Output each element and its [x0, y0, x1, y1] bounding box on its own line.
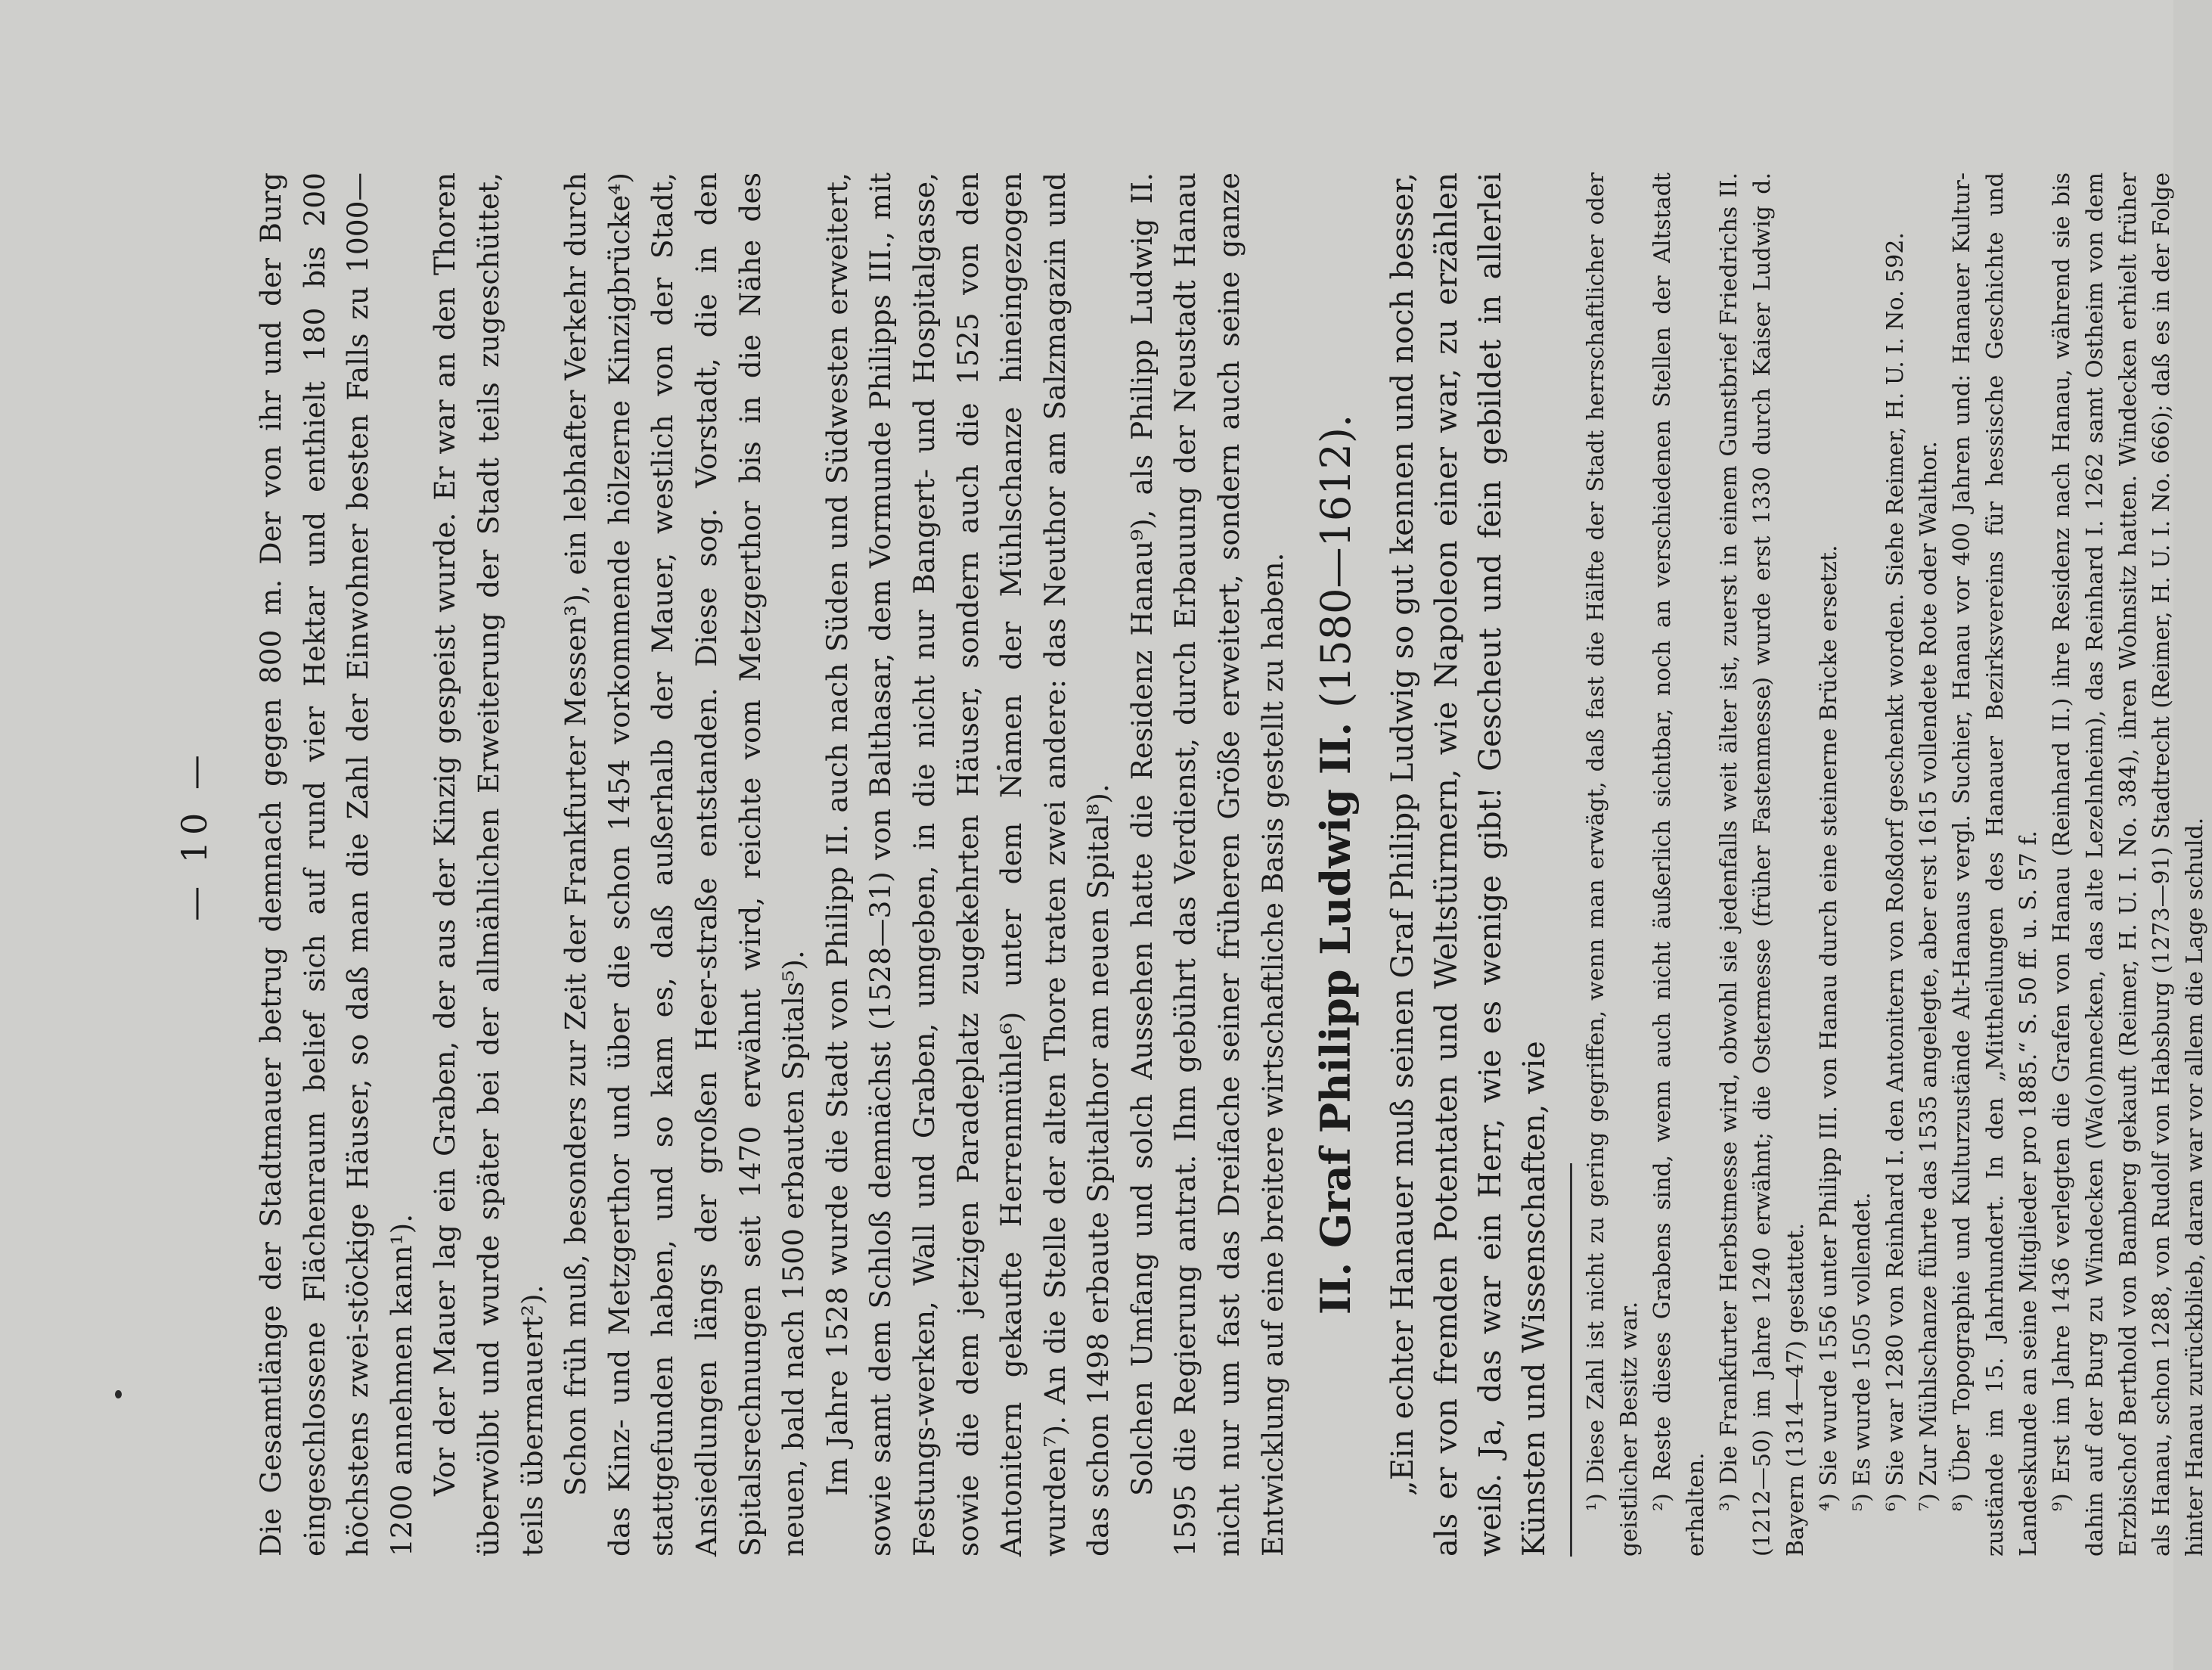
footnote: ⁸) Über Topographie und Kulturzustände Alt-Hanaus vergl. Suchier, Hanau vor 400 Jahren und: Hanauer Kultur-zustände im 15. Jahrhundert. In den „Mittheilungen des Hanauer Bezirksvereins für hessische Geschichte und Landeskunde an seine Mitglieder pro 1885.“ S. 50 ff. u. S. 57 f.	[1948, 172, 2042, 1557]
paragraph: Im Jahre 1528 wurde die Stadt von Philipp II. auch nach Süden und Südwesten erweitert, sowie samt dem Schloß demnächst (1528—31) von Balthasar, dem Vormunde Philipps III., mit Festungs-werken, Wall und Graben, umgeben, in die nicht nur Bangert- und Hospitalgasse, sowie die dem jetzigen Paradeplatz zugekehrten Häuser, sondern auch die 1525 von den Antonitern gekaufte Herrenmühle⁶) unter dem Namen der Mühlschanze hineingezogen wurden⁷). An die Stelle der alten Thore traten zwei andere: das Neuthor am Salzmagazin und das schon 1498 erbaute Spitalthor am neuen Spital⁸).	[820, 172, 1115, 1557]
paragraph: Vor der Mauer lag ein Graben, der aus der Kinzig gespeist wurde. Er war an den Thoren überwölbt und wurde später bei der allmählichen Erweiterung der Stadt teils zugeschüttet, teils übermauert²).	[428, 172, 549, 1557]
section-number: II.	[1311, 1262, 1360, 1315]
footnote: ⁷) Zur Mühlschanze führte das 1535 angelegte, aber erst 1615 vollendete Rote oder Walthor.	[1915, 441, 1942, 1511]
section-years: (1580—1612).	[1312, 414, 1360, 709]
paragraph: Solchen Umfang und solch Aussehen hatte die Residenz Hanau⁹), als Philipp Ludwig II. 1595 die Regierung antrat. Ihm gebührt das Verdienst, durch Erbauung der Neustadt Hanau nicht nur um fast das Dreifache seiner früheren Größe erweitert, sondern auch seine ganze Entwicklung auf eine breitere wirtschaftliche Basis gestellt zu haben.	[1125, 172, 1289, 1557]
opening-quote: „Ein echter Hanauer muß seinen Graf Philipp Ludwig so gut kennen und noch besser, als er von fremden Potentaten und Weltstürmern, wie Napoleon einer war, zu erzählen weiß. Ja, das war ein Herr, wie es wenige gibt! Gescheut und fein gebildet in allerlei Künsten und Wissenschaften, wie	[1385, 172, 1552, 1557]
footnote: ⁵) Es wurde 1505 vollendet.	[1848, 1192, 1875, 1511]
footnote: ⁶) Sie war 1280 von Reinhard I. den Antonitern von Roßdorf geschenkt worden. Siehe Reimer, H. U. I. No. 592.	[1882, 232, 1909, 1511]
footnote: ²) Reste dieses Grabens sind, wenn auch nicht äußerlich sichtbar, noch an verschiedenen Stellen der Altstadt erhalten.	[1649, 172, 1709, 1557]
footnote: ⁹) Erst im Jahre 1436 verlegten die Grafen von Hanau (Reinhard II.) ihre Residenz nach Hanau, während sie bis dahin auf der Burg zu Windecken (Wa(o)nnecken, das alte Lezelnheim), das Reinhard I. 1262 samt Ostheim von dem Erzbischof Berthold von Bamberg gekauft (Reimer, H. U. I. No. 384), ihren Wohnsitz hatten. Windecken erhielt früher als Hanau, schon 1288, von Rudolf von Habsburg (1273—91) Stadtrecht (Reimer, H. U. I. No. 666); daß es in der Folge hinter Hanau zurückblieb, daran war vor allem die Lage schuld.	[2048, 172, 2208, 1557]
footnote-divider	[1570, 1163, 1572, 1557]
paragraph: Schon früh muß, besonders zur Zeit der Frankfurter Messen³), ein lebhafter Verkehr durch das Kinz- und Metzgerthor und über die schon 1454 vorkommende hölzerne Kinzigbrücke⁴) stattgefunden haben, und so kam es, daß außerhalb der Mauer, westlich von der Stadt, Ansiedlungen längs der großen Heer-straße entstanden. Diese sog. Vorstadt, die in den Spitalsrechnungen seit 1470 erwähnt wird, reichte vom Metzgerthor bis in die Nähe des neuen, bald nach 1500 erbauten Spitals⁵).	[559, 172, 811, 1557]
paragraph: Die Gesamtlänge der Stadtmauer betrug demnach gegen 800 m. Der von ihr und der Burg eingeschlossene Flächenraum belief sich auf rund vier Hektar und enthielt 180 bis 200 höchstens zwei-stöckige Häuser, so daß man die Zahl der Einwohner besten Falls zu 1000—1200 annehmen kann¹).	[254, 172, 418, 1557]
page-body	[250, 172, 2212, 1557]
footnote: ³) Die Frankfurter Herbstmesse wird, obwohl sie jedenfalls weit älter ist, zuerst in einem Gunstbrief Friedrichs II. (1212—50) im Jahre 1240 erwähnt; die Ostermesse (früher Fastenmesse) wurde erst 1330 durch Kaiser Ludwig d. Bayern (1314—47) gestattet.	[1715, 172, 1809, 1557]
section-heading	[1311, 172, 1360, 1557]
section-title: Graf Philipp Ludwig II.	[1311, 722, 1360, 1248]
footnote: ⁴) Sie wurde 1556 unter Philipp III. von Hanau durch eine steinerne Brücke ersetzt.	[1815, 545, 1842, 1511]
page-number: — 10 —	[174, 749, 215, 921]
footnote: ¹) Diese Zahl ist nicht zu gering gegriffen, wenn man erwägt, daß fast die Hälfte der Stadt herrschaftlicher oder geistlicher Besitz war.	[1582, 172, 1643, 1557]
